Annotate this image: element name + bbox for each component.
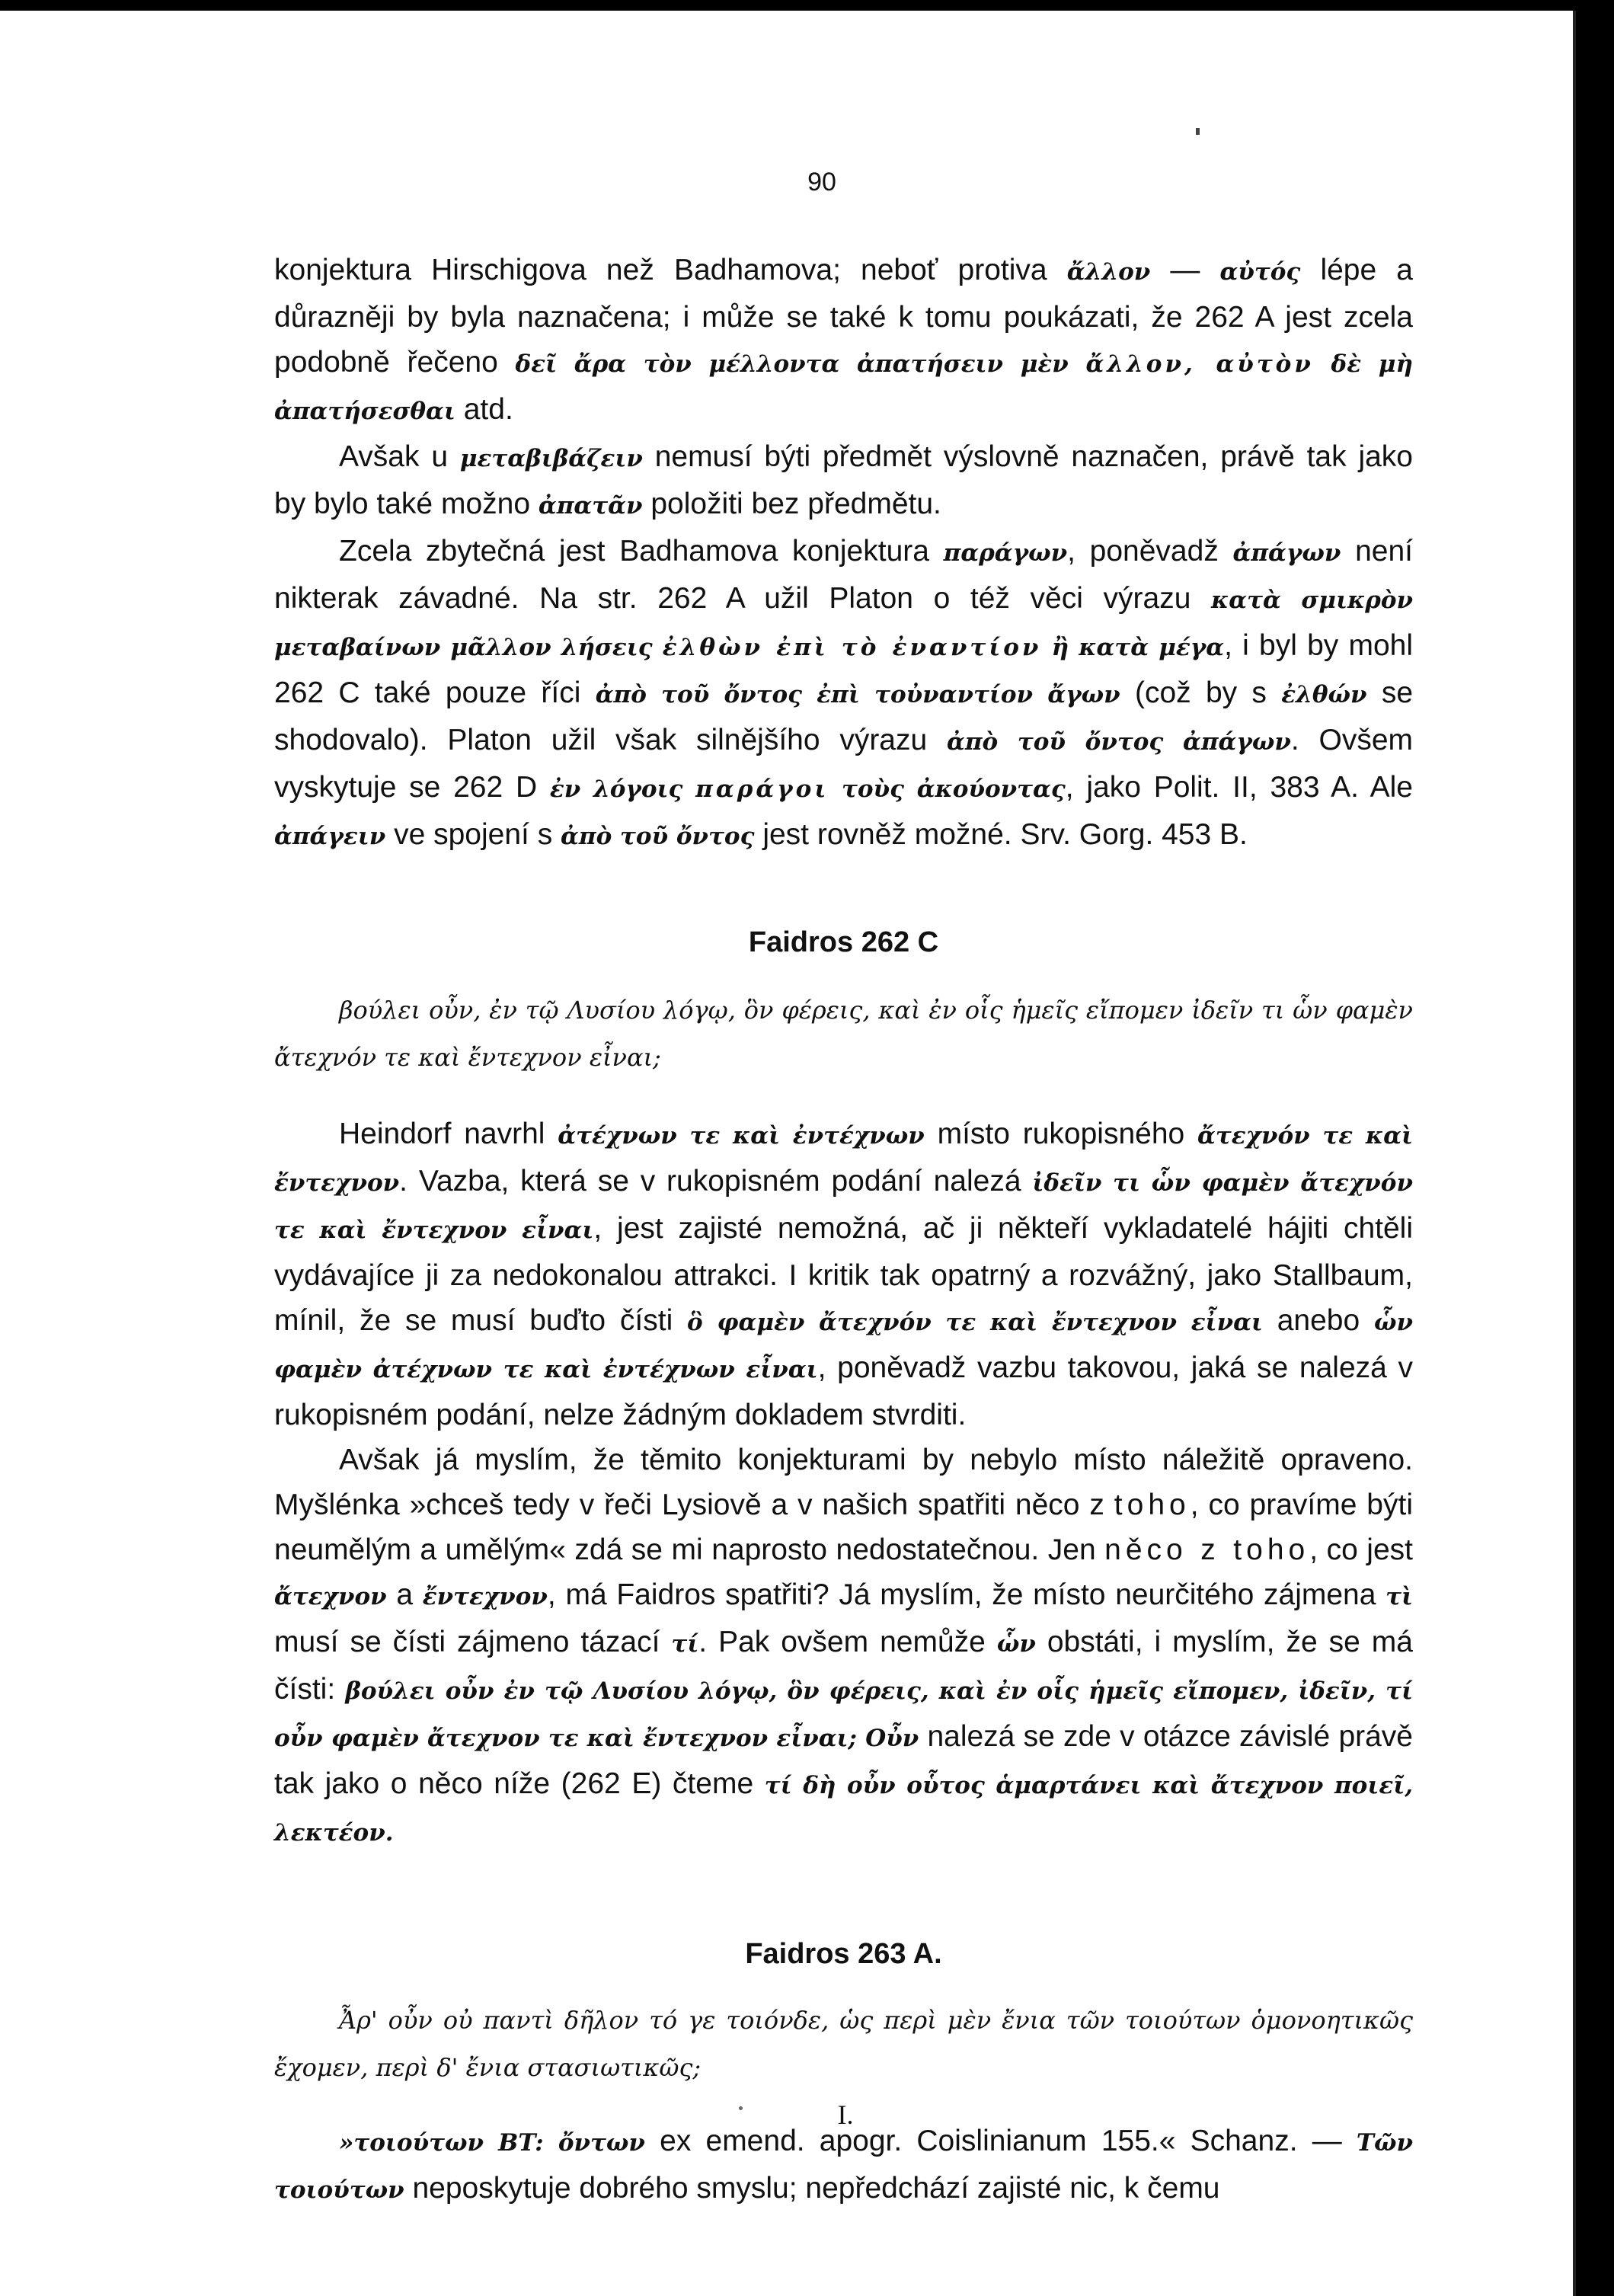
paragraph-3 (274, 529, 1413, 859)
text: není nikterak závadné. Na str. 262 A užil Platon o též věci výrazu (274, 535, 1413, 615)
greek-text: κατὰ σμικρὸν μεταβαίνων μᾶλλον λήσεις (274, 587, 1414, 661)
greek-text-spaced: παράγοι (695, 775, 829, 803)
greek-quote-text: βούλει οὖν, ἐν τῷ Λυσίου λόγῳ, ὃν φέρεις, καὶ ἐν οἷς ἡμεῖς εἴπομεν ἰδεῖν τι ὧν φαμὲν ἄτεχνόν τε καὶ ἔντεχνον εἶναι; (274, 996, 1413, 1072)
greek-text: ἀπὸ τοῦ ὄντος ἀπάγων (946, 728, 1291, 756)
greek-quotation-263a (274, 1997, 1413, 2091)
emphasized-text: něco z toho (1104, 1533, 1310, 1566)
greek-text: ἰδεῖν τι ὧν φαμὲν ἄτεχνόν τε καὶ ἔντεχνον εἶναι (274, 1169, 1413, 1244)
greek-text: Τῶν τοιούτων (274, 2129, 1413, 2204)
greek-text: ἀπὸ τοῦ ὄντος (561, 823, 755, 850)
greek-text: ἐν λόγοις (549, 775, 696, 803)
greek-text: τί (671, 1630, 699, 1658)
greek-text: αὐτός (1219, 258, 1301, 286)
page-body (274, 156, 1413, 2213)
text: ve spojení s (385, 818, 561, 851)
text: , má Faidros spatřiti? Já myslím, že místo neurčitého zájmena (547, 1578, 1386, 1611)
scan-border-right (1576, 0, 1614, 2296)
text: , jest zajisté nemožná, ač ji někteří vykladatelé hájiti chtěli vydávajíce ji za nedokonalou attrakci. I kritik tak opatrný a rozvážný, jako Stallbaum, mínil, že se musí buďto čísti (274, 1212, 1413, 1337)
greek-text: δὲ μὴ ἀπατήσεσθαι (274, 350, 1413, 425)
paragraph-6 (274, 2119, 1413, 2213)
text: Zcela zbytečná jest Badhamova konjektura (339, 535, 944, 568)
greek-text: ὃ φαμὲν ἄτεχνόν τε καὶ ἔντεχνον εἶναι (687, 1309, 1263, 1336)
text: ex emend. apogr. Coislinianum 155.« Schanz. — (644, 2125, 1357, 2157)
greek-text: ἀπατᾶν (538, 492, 643, 520)
text: . Ovšem vyskytuje se 262 D (274, 724, 1414, 804)
text: a (386, 1578, 423, 1611)
greek-text: βούλει οὖν ἐν τῷ Λυσίου λόγῳ, ὃν φέρεις, καὶ ἐν οἷς ἡμεῖς εἴπομεν, ἰδεῖν, τί οὖν φαμὲν ἄτεχνον τε καὶ ἔντεχνον εἶναι; Οὖν (274, 1677, 1413, 1752)
text: anebo (1262, 1304, 1374, 1337)
text: se shodovalo). Platon užil však silnějšího výrazu (274, 676, 1414, 756)
signature-mark: I. (837, 2099, 854, 2130)
greek-text: δεῖ ἄρα τὸν μέλλοντα ἀπατήσειν μὲν (515, 350, 1086, 378)
text: nalezá se zde v otázce závislé právě tak jako o něco níže (262 E) čteme (274, 1720, 1413, 1800)
paragraph-5 (274, 1437, 1413, 1856)
greek-text: ἔντεχνον (422, 1583, 548, 1610)
greek-text: ἢ κατὰ μέγα (1041, 634, 1225, 661)
greek-text: ἄλλον (1066, 258, 1151, 286)
text: jest rovněž možné. Srv. Gorg. 453 B. (754, 818, 1248, 851)
greek-quotation-262c (274, 987, 1413, 1081)
greek-text: μεταβιβάζειν (459, 445, 643, 472)
greek-text: ἀπὸ τοῦ ὄντος ἐπὶ τοὐναντίον ἄγων (595, 681, 1120, 708)
text: atd. (455, 393, 513, 426)
text: nemusí býti předmět výslovně naznačen, právě tak jako by bylo také možno (274, 440, 1413, 520)
page-number: 90 (807, 168, 836, 197)
greek-text-spaced: ἐλθὼν ἐπὶ τὸ ἐναντίον (662, 634, 1042, 661)
scan-blemish (1196, 128, 1200, 135)
greek-text: ὧν φαμὲν ἀτέχνων τε καὶ ἐντέχνων εἶναι (274, 1309, 1413, 1383)
text: Avšak u (339, 440, 460, 473)
greek-text: ἀπάγειν (274, 823, 386, 850)
text: neposkytuje dobrého smyslu; nepředchází zajisté nic, k čemu (404, 2172, 1220, 2205)
greek-text: τὶ (1385, 1583, 1413, 1610)
text: Heindorf navrhl (339, 1118, 558, 1150)
greek-text: ἀπάγων (1232, 539, 1341, 567)
text: Avšak já myslím, že těmito konjekturami by nebylo místo náležitě opraveno. Myšlénka »chceš tedy v řeči Lysiově a v našich spatřiti něco z (274, 1444, 1413, 1521)
section-heading-262c: Faidros 262 C (748, 926, 939, 958)
text: (což by s (1120, 676, 1282, 709)
paragraph-2 (274, 434, 1413, 529)
paragraph-1 (274, 248, 1413, 434)
emphasized-text: toho (1114, 1489, 1191, 1521)
text: , i byl by mohl 262 C také pouze říci (274, 629, 1414, 709)
greek-text-spaced: ἄλλον, αὐτὸν (1085, 350, 1314, 378)
greek-text: ἄτεχνόν τε καὶ ἔντεχνον (274, 1122, 1414, 1197)
text: , poněvadž vazbu takovou, jaká se nalezá v rukopisném podání, nelze žádným dokladem stvrditi. (274, 1351, 1413, 1431)
section-heading-263a: Faidros 263 A. (745, 1938, 942, 1970)
greek-text: ἀτέχνων τε καὶ ἐντέχνων (558, 1122, 925, 1150)
greek-text: ὧν (996, 1630, 1036, 1658)
scan-dot (739, 2106, 743, 2110)
greek-text: »τοιούτων BT: ὄντων (339, 2129, 645, 2157)
text: obstáti, i myslím, že se má čísti: (274, 1626, 1413, 1706)
greek-text: τοὺς ἀκούοντας (829, 775, 1066, 803)
scan-border-top (0, 0, 1614, 11)
text: lépe a důrazněji by byla naznačena; i může se také k tomu poukázati, že 262 A jest zcela podobně řečeno (274, 254, 1413, 379)
greek-text: τί δὴ οὖν οὗτος ἁμαρτάνει καὶ ἄτεχνον ποιεῖ, λεκτέον. (274, 1772, 1413, 1847)
greek-text: ἄτεχνον (274, 1583, 387, 1610)
text: , poněvadž (1067, 535, 1233, 568)
paragraph-4 (274, 1111, 1413, 1437)
greek-quote-text: Ἆρ' οὖν οὐ παντὶ δῆλον τό γε τοιόνδε, ὡς περὶ μὲν ἔνια τῶν τοιούτων ὁμονοητικῶς ἔχομεν, περὶ δ' ἔνια στασιωτικῶς; (274, 2006, 1413, 2082)
text: , co pravíme býti neumělým a umělým« zdá se mi naprosto nedostatečnou. Jen (274, 1489, 1413, 1566)
scan-border-edge (1573, 11, 1576, 2296)
text: , jako Polit. II, 383 A. Ale (1065, 771, 1413, 804)
text: . Vazba, která se v rukopisném podání nalezá (399, 1165, 1033, 1198)
text: — (1150, 254, 1220, 286)
greek-text: ἐλθών (1281, 681, 1367, 708)
text: konjektura Hirschigova než Badhamova; neboť protiva (274, 254, 1067, 286)
text: položiti bez předmětu. (642, 488, 941, 520)
text: . Pak ovšem nemůže (698, 1626, 997, 1658)
text: , co jest (1309, 1533, 1413, 1566)
text: musí se čísti zájmeno tázací (274, 1626, 672, 1658)
greek-text: παράγων (943, 539, 1068, 567)
text: místo rukopisného (924, 1118, 1198, 1150)
